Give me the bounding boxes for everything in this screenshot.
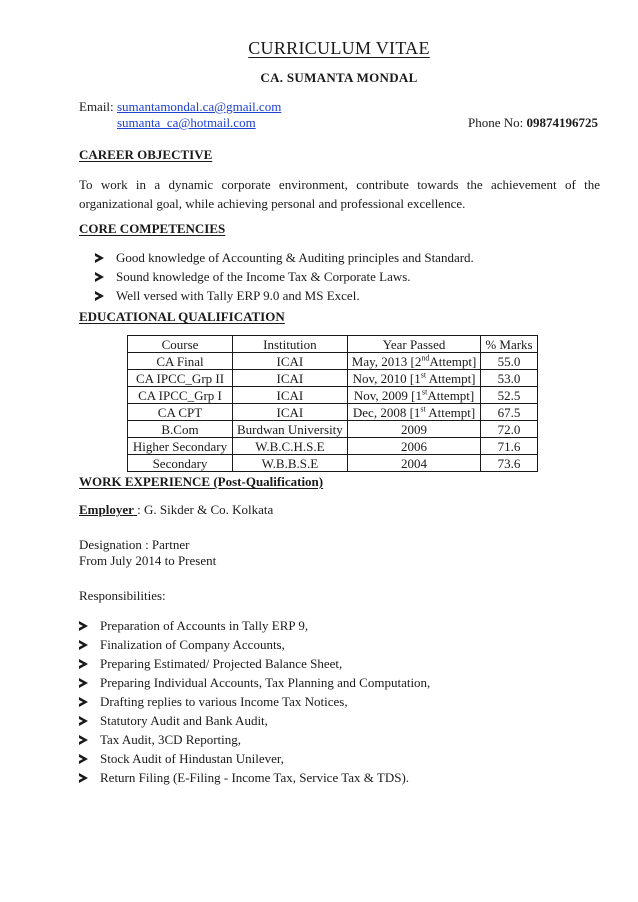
marks-cell: 52.5 [481, 387, 537, 404]
marks-cell: 71.6 [481, 438, 537, 455]
list-item: Sound knowledge of the Income Tax & Corporate Laws. [95, 267, 474, 286]
course-cell: CA CPT [128, 404, 233, 421]
list-item: Finalization of Company Accounts, [79, 635, 430, 654]
work-experience-heading: WORK EXPERIENCE (Post-Qualification) [79, 474, 324, 489]
education-table [127, 335, 538, 472]
table-row [128, 455, 538, 472]
year-cell: Dec, 2008 [1st Attempt] [347, 404, 481, 421]
arrow-bullet-icon [95, 272, 104, 282]
core-competencies-heading: CORE COMPETENCIES [79, 221, 226, 236]
arrow-bullet-icon [79, 697, 88, 707]
arrow-bullet-icon [79, 621, 88, 631]
column-header: % Marks [481, 336, 537, 353]
institution-cell: W.B.C.H.S.E [233, 438, 348, 455]
list-item: Drafting replies to various Income Tax Notices, [79, 692, 430, 711]
list-item: Tax Audit, 3CD Reporting, [79, 730, 430, 749]
list-item: Stock Audit of Hindustan Unilever, [79, 749, 430, 768]
education-heading: EDUCATIONAL QUALIFICATION [79, 309, 285, 324]
marks-cell: 72.0 [481, 421, 537, 438]
course-cell: CA Final [128, 353, 233, 370]
email-link-secondary[interactable]: sumanta_ca@hotmail.com [117, 115, 256, 130]
year-cell: May, 2013 [2ndAttempt] [347, 353, 481, 370]
table-row [128, 404, 538, 421]
phone-number [468, 115, 598, 131]
employer-line [79, 502, 273, 518]
list-item: Well versed with Tally ERP 9.0 and MS Excel. [95, 286, 474, 305]
phone-value: 09874196725 [526, 115, 598, 130]
employer-label: Employer [79, 502, 134, 517]
email-link-primary[interactable]: sumantamondal.ca@gmail.com [117, 99, 282, 114]
list-item: Return Filing (E-Filing - Income Tax, Service Tax & TDS). [79, 768, 430, 787]
career-objective-text: To work in a dynamic corporate environment, contribute towards the achievement of the organizational goal, while achieving personal and professional excellence. [79, 177, 600, 211]
arrow-bullet-icon [95, 291, 104, 301]
education-table-body [128, 353, 538, 472]
email-label: Email: [79, 99, 114, 114]
list-item: Preparation of Accounts in Tally ERP 9, [79, 616, 430, 635]
arrow-bullet-icon [95, 253, 104, 263]
list-item: Preparing Individual Accounts, Tax Planning and Computation, [79, 673, 430, 692]
table-row [128, 370, 538, 387]
list-item: Good knowledge of Accounting & Auditing principles and Standard. [95, 248, 474, 267]
institution-cell: ICAI [233, 404, 348, 421]
column-header: Year Passed [347, 336, 481, 353]
arrow-bullet-icon [79, 659, 88, 669]
table-row [128, 353, 538, 370]
arrow-bullet-icon [79, 754, 88, 764]
arrow-bullet-icon [79, 716, 88, 726]
table-row [128, 421, 538, 438]
core-competencies-list [95, 248, 474, 305]
column-header: Course [128, 336, 233, 353]
year-cell: 2006 [347, 438, 481, 455]
responsibilities-label: Responsibilities: [79, 588, 166, 603]
responsibilities-list [79, 616, 430, 787]
career-objective-heading: CAREER OBJECTIVE [79, 147, 213, 162]
phone-label: Phone No: [468, 115, 524, 130]
year-cell: 2004 [347, 455, 481, 472]
table-row [128, 387, 538, 404]
employment-period: From July 2014 to Present [79, 553, 217, 568]
institution-cell: ICAI [233, 370, 348, 387]
arrow-bullet-icon [79, 678, 88, 688]
designation: Designation : Partner [79, 537, 190, 552]
year-cell: Nov, 2010 [1st Attempt] [347, 370, 481, 387]
marks-cell: 55.0 [481, 353, 537, 370]
table-header-row [128, 336, 538, 353]
course-cell: CA IPCC_Grp I [128, 387, 233, 404]
candidate-name: CA. SUMANTA MONDAL [260, 70, 418, 85]
marks-cell: 53.0 [481, 370, 537, 387]
institution-cell: W.B.B.S.E [233, 455, 348, 472]
course-cell: Secondary [128, 455, 233, 472]
course-cell: B.Com [128, 421, 233, 438]
year-cell: Nov, 2009 [1stAttempt] [347, 387, 481, 404]
institution-cell: ICAI [233, 353, 348, 370]
year-cell: 2009 [347, 421, 481, 438]
list-item: Statutory Audit and Bank Audit, [79, 711, 430, 730]
page-title: CURRICULUM VITAE [248, 38, 430, 58]
table-row [128, 438, 538, 455]
course-cell: CA IPCC_Grp II [128, 370, 233, 387]
arrow-bullet-icon [79, 640, 88, 650]
column-header: Institution [233, 336, 348, 353]
marks-cell: 67.5 [481, 404, 537, 421]
arrow-bullet-icon [79, 735, 88, 745]
course-cell: Higher Secondary [128, 438, 233, 455]
list-item: Preparing Estimated/ Projected Balance Sheet, [79, 654, 430, 673]
marks-cell: 73.6 [481, 455, 537, 472]
arrow-bullet-icon [79, 773, 88, 783]
employer-value: : G. Sikder & Co. Kolkata [137, 502, 274, 517]
institution-cell: ICAI [233, 387, 348, 404]
institution-cell: Burdwan University [233, 421, 348, 438]
